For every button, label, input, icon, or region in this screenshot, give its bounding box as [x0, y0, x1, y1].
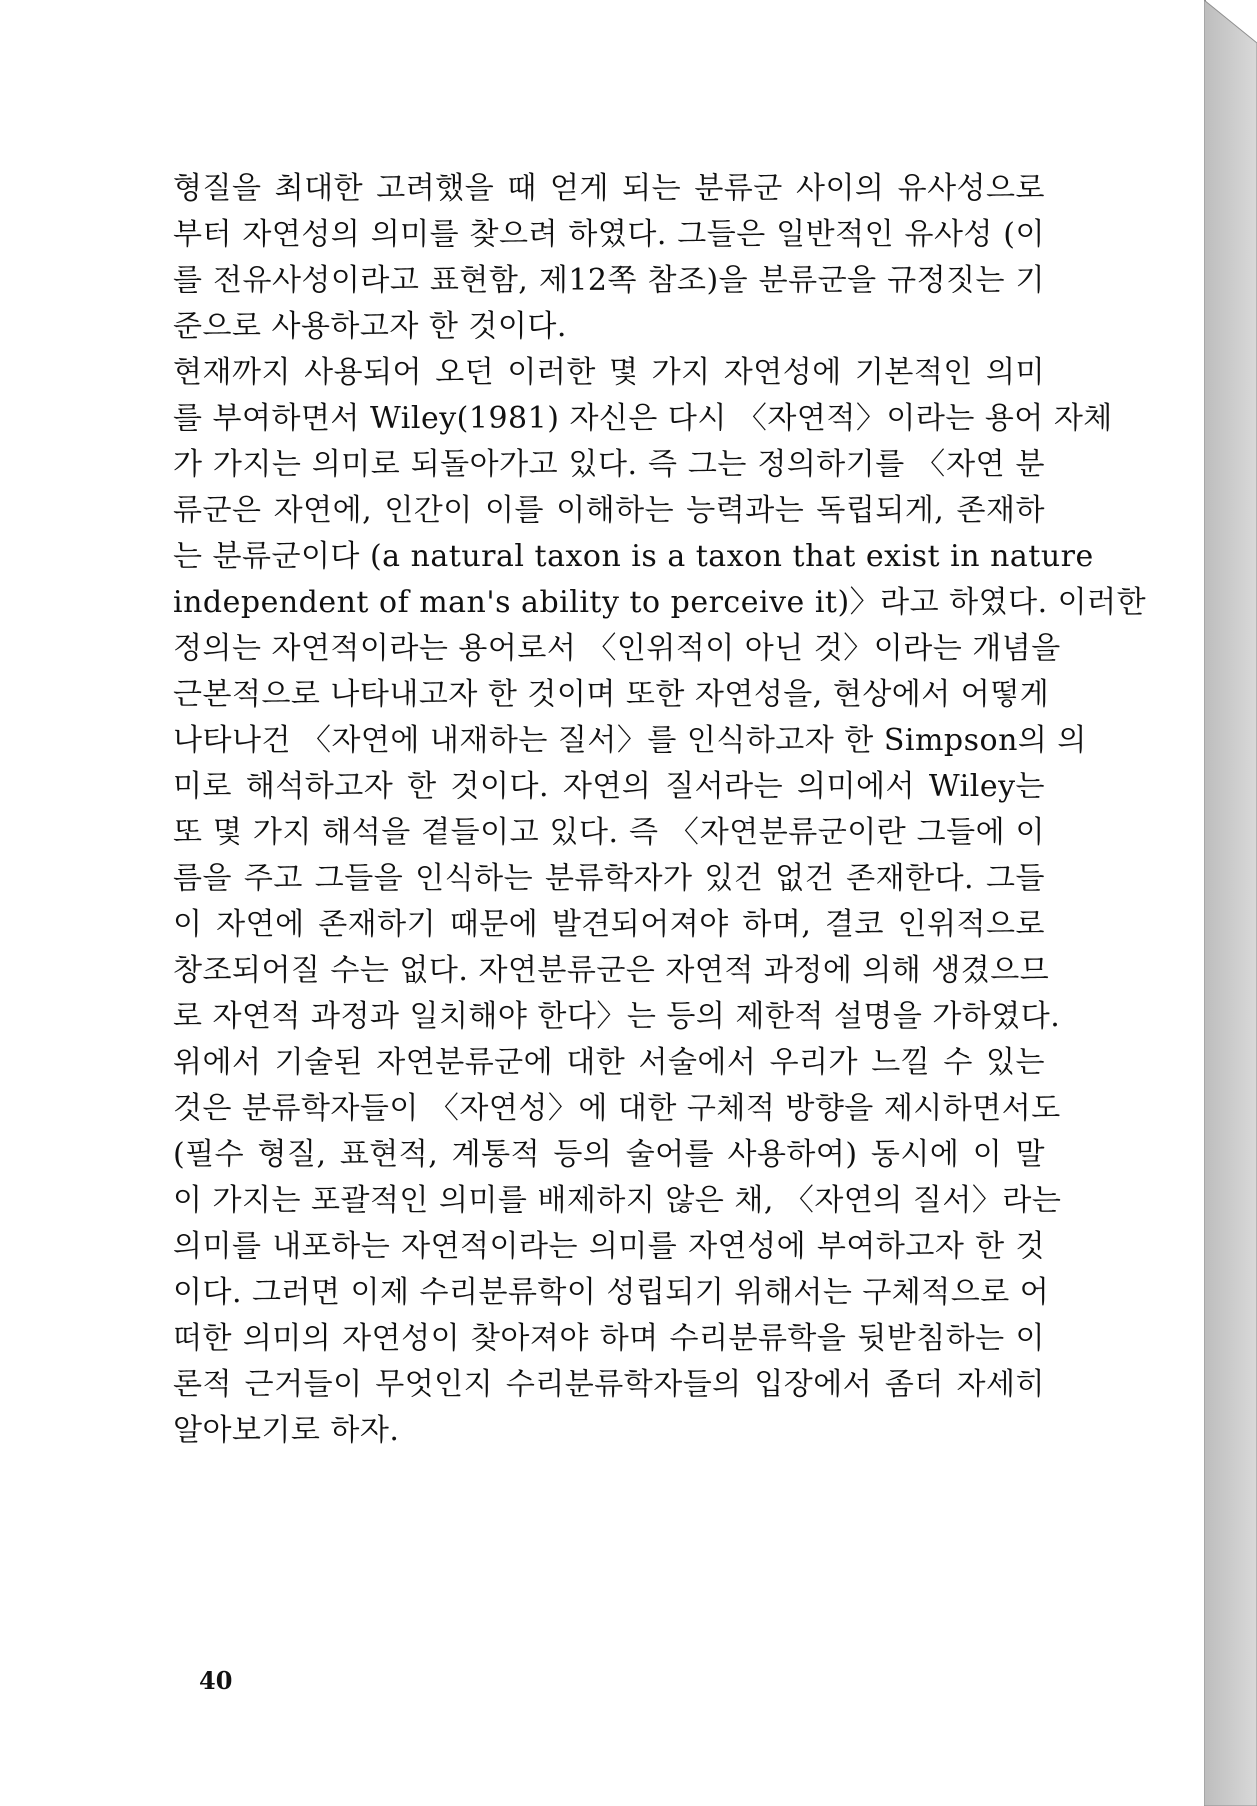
text-line: 부터 자연성의 의미를 찾으려 하였다. 그들은 일반적인 유사성 (이 — [173, 217, 1045, 252]
text-line: 를 부여하면서 Wiley(1981) 자신은 다시 〈자연적〉이라는 용어 자체 — [173, 401, 1113, 436]
text-line: 또 몇 가지 해석을 곁들이고 있다. 즉 〈자연분류군이란 그들에 이 — [173, 815, 1045, 850]
text-line: 떠한 의미의 자연성이 찾아져야 하며 수리분류학을 뒷받침하는 이 — [173, 1321, 1045, 1356]
text-line: 형질을 최대한 고려했을 때 얻게 되는 분류군 사이의 유사성으로 — [173, 171, 1045, 206]
text-line: 것은 분류학자들이 〈자연성〉에 대한 구체적 방향을 제시하면서도 — [173, 1091, 1061, 1126]
page-edge-shading — [1204, 0, 1257, 1806]
text-line: 는 분류군이다 (a natural taxon is a taxon that exist in nature — [173, 539, 1094, 574]
text-line: 로 자연적 과정과 일치해야 한다〉는 등의 제한적 설명을 가하였다. — [173, 999, 1061, 1034]
text-line: 름을 주고 그들을 인식하는 분류학자가 있건 없건 존재한다. 그들 — [173, 861, 1045, 896]
text-line: 이 자연에 존재하기 때문에 발견되어져야 하며, 결코 인위적으로 — [173, 907, 1045, 942]
text-line: 를 전유사성이라고 표현함, 제12쪽 참조)을 분류군을 규정짓는 기 — [173, 263, 1045, 298]
text-line: 론적 근거들이 무엇인지 수리분류학자들의 입장에서 좀더 자세히 — [173, 1367, 1045, 1402]
text-line: 창조되어질 수는 없다. 자연분류군은 자연적 과정에 의해 생겼으므 — [173, 953, 1050, 988]
text-line: 나타나건 〈자연에 내재하는 질서〉를 인식하고자 한 Simpson의 의 — [173, 723, 1087, 758]
text-line: 근본적으로 나타내고자 한 것이며 또한 자연성을, 현상에서 어떻게 — [173, 677, 1050, 712]
text-line: 가 가지는 의미로 되돌아가고 있다. 즉 그는 정의하기를 〈자연 분 — [173, 447, 1045, 482]
body-text — [173, 166, 1147, 1454]
page-number: 40 — [199, 1666, 233, 1695]
text-line: 현재까지 사용되어 오던 이러한 몇 가지 자연성에 기본적인 의미 — [173, 355, 1045, 390]
text-line: 준으로 사용하고자 한 것이다. — [173, 309, 567, 344]
text-line: 류군은 자연에, 인간이 이를 이해하는 능력과는 독립되게, 존재하 — [173, 493, 1045, 528]
text-line: independent of man's ability to perceive it)〉라고 하였다. 이러한 — [173, 585, 1147, 620]
text-line: 이다. 그러면 이제 수리분류학이 성립되기 위해서는 구체적으로 어 — [173, 1275, 1050, 1310]
text-line: 알아보기로 하자. — [173, 1413, 400, 1448]
text-line: 의미를 내포하는 자연적이라는 의미를 자연성에 부여하고자 한 것 — [173, 1229, 1045, 1264]
text-line: (필수 형질, 표현적, 계통적 등의 술어를 사용하여) 동시에 이 말 — [173, 1137, 1045, 1172]
text-line: 위에서 기술된 자연분류군에 대한 서술에서 우리가 느낄 수 있는 — [173, 1045, 1045, 1080]
text-line: 정의는 자연적이라는 용어로서 〈인위적이 아닌 것〉이라는 개념을 — [173, 631, 1061, 666]
text-line: 미로 해석하고자 한 것이다. 자연의 질서라는 의미에서 Wiley는 — [173, 769, 1045, 804]
text-line: 이 가지는 포괄적인 의미를 배제하지 않은 채, 〈자연의 질서〉라는 — [173, 1183, 1062, 1218]
